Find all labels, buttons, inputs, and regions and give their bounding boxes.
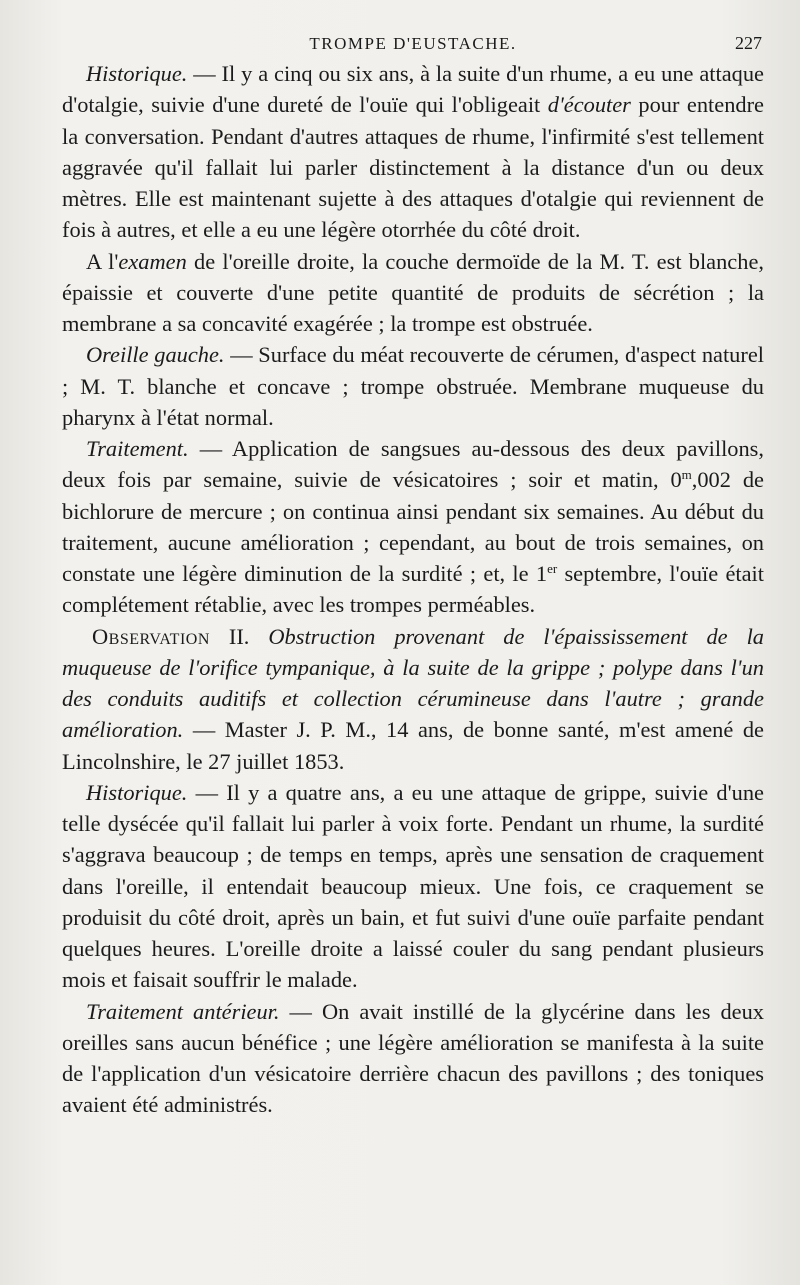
paragraph-text: — Master J. P. M., 14 ans, de bonne santé, m'est amené de Lincolnshire, le 27 juillet 1853.: [62, 717, 764, 774]
paragraph-text: — Il y a quatre ans, a eu une attaque de grippe, suivie d'une telle dysécée qu'il fallait lui parler à voix forte. Pendant un rhume, la surdité s'aggrava beaucoup ; de temps en temps, après une sensation de craquement dans l'oreille, il entendait beaucoup mieux. Une fois, ce craquement se produisit du côté droit, après un bain, et fut suivi d'une ouïe parfaite pendant quelques heures. L'oreille droite a laissé couler du sang pendant plusieurs mois et faisait souffrir le malade.: [62, 779, 764, 993]
dose-superscript: m: [681, 467, 692, 483]
paragraph-traitement: [62, 433, 764, 621]
paragraph-oreille-gauche: [62, 339, 764, 433]
paragraph-text: A l': [86, 248, 119, 274]
emphasis-text: d'écouter: [547, 92, 631, 118]
running-header: [62, 0, 764, 58]
paragraph-text: — Application de sangsues au-dessous des deux pavillons, deux fois par semaine, suivie de vésicatoires ; soir et matin, 0: [62, 436, 764, 493]
section-lead: Traitement.: [86, 436, 189, 461]
paragraph-text: de l'oreille droite, la couche dermoïde de la M. T. est blanche, épaissie et couverte d'une petite quantité de produits de sécrétion ; la membrane a sa concavité exagérée ; la trompe est obstruée.: [62, 248, 764, 336]
section-lead: Traitement antérieur.: [86, 998, 280, 1024]
section-lead: Oreille gauche.: [86, 342, 225, 368]
section-lead: Historique.: [86, 779, 188, 805]
body-text: [62, 58, 764, 1121]
paragraph-historique: [62, 58, 764, 246]
section-lead: Historique.: [86, 61, 188, 86]
paragraph-text: — Il y a cinq ou six ans, à la suite d'un rhume, a eu une attaque d'otalgie, suivie d'une dureté de l'ouïe qui l'obligeait: [62, 61, 764, 118]
paragraph-traitement-anterieur: [62, 996, 764, 1121]
observation-title: Obstruction provenant de l'épaississement de la muqueuse de l'orifice tympanique, à la suite de la grippe ; polype dans l'un des conduits auditifs et collection cérumineuse dans l'autre ; grande amélioration.: [62, 623, 764, 743]
paragraph-text: ,002 de bichlorure de mercure ; on continua ainsi pendant six semaines. Au début du traitement, aucune amélioration ; cependant, au bout de trois semaines, on constate une légère diminution de la surdité ; et, le 1: [62, 467, 764, 586]
observation-label: Observation: [92, 623, 210, 649]
paragraph-text: septembre, l'ouïe était complétement rétablie, avec les trompes perméables.: [62, 561, 764, 618]
paragraph-observation: [62, 621, 764, 777]
paragraph-examen: [62, 246, 764, 340]
running-title: TROMPE D'EUSTACHE.: [309, 34, 517, 53]
paragraph-historique-2: [62, 777, 764, 996]
paragraph-text: pour entendre la conversation. Pendant d'autres attaques de rhume, l'infirmité s'est tellement aggravée qu'il fallait lui parler distinctement à la distance d'un ou deux mètres. Elle est maintenant sujette à des attaques d'otalgie qui reviennent de fois à autres, et elle a eu une légère otorrhée du côté droit.: [62, 92, 764, 243]
observation-number: II.: [209, 623, 269, 649]
paragraph-text: — On avait instillé de la glycérine dans les deux oreilles sans aucun bénéfice ; une légère amélioration se manifesta à la suite de l'application d'un vésicatoire derrière chacun des pavillons ; des toniques avaient été administrés.: [62, 998, 764, 1118]
page-number: 227: [735, 33, 762, 53]
emphasis-text: examen: [118, 248, 187, 274]
date-superscript: er: [547, 561, 558, 576]
paragraph-text: — Surface du méat recouverte de cérumen, d'aspect naturel ; M. T. blanche et concave ; trompe obstruée. Membrane muqueuse du pharynx à l'état normal.: [62, 342, 764, 430]
